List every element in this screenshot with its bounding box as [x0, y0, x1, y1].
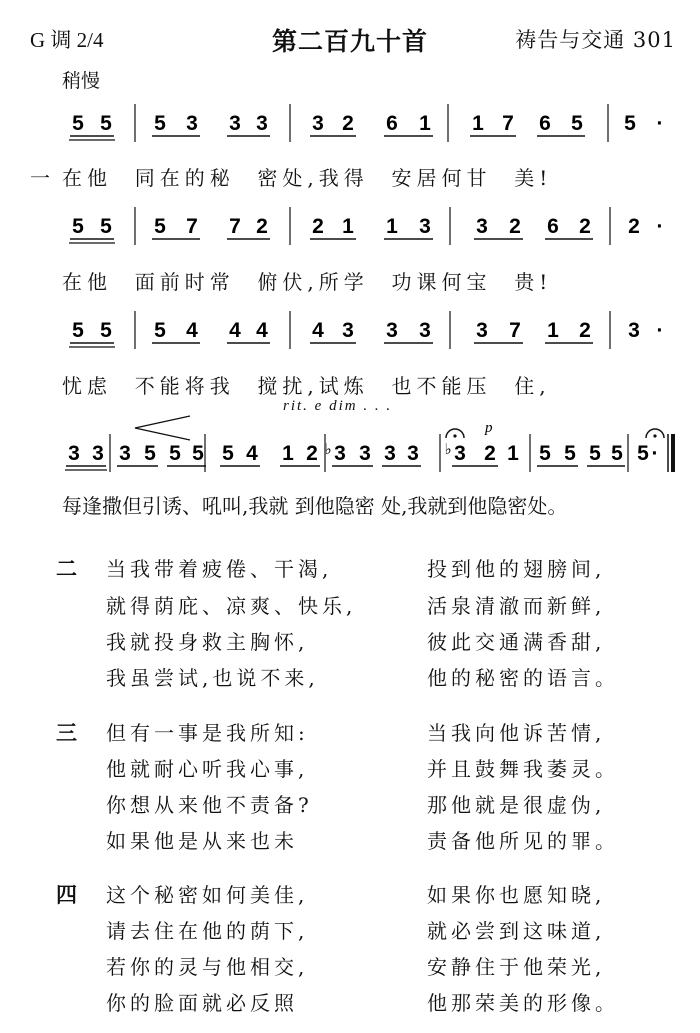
verse-3-line-3-right: 那他就是很虚伪, — [427, 793, 606, 817]
note-3-3-4: 3 — [419, 319, 431, 342]
note-1-3-3: 6 — [386, 112, 398, 135]
verse-3-line-4-right: 责备他所见的罪。 — [427, 829, 619, 853]
note-2-1-2: 5 — [100, 215, 112, 238]
verse-3-line-4-left: 如果他是从来也未 — [106, 829, 298, 853]
note-3-3-3: 3 — [386, 319, 398, 342]
verse-3-line-2-left: 他就耐心听我心事, — [106, 757, 309, 781]
note-4-7-2: · — [651, 442, 659, 465]
note-4-6-4: 5 — [611, 442, 623, 465]
note-1-4-2: 7 — [502, 112, 514, 135]
verse-2-line-2-right: 活泉清澈而新鲜, — [427, 594, 606, 618]
note-1-3-2: 2 — [342, 112, 354, 135]
verse-2-line-1-right: 投到他的翅膀间, — [427, 557, 606, 581]
note-3-1-1: 5 — [72, 319, 84, 342]
expression-marking: rit. e dim . . . — [283, 398, 393, 414]
note-1-2-4: 3 — [256, 112, 268, 135]
crescendo-hairpin — [135, 416, 190, 440]
note-4-5-2: 2 — [484, 442, 496, 465]
verse-2-line-1-left: 当我带着疲倦、干渴, — [106, 557, 333, 581]
note-3-2-2: 4 — [186, 319, 198, 342]
note-1-3-4: 1 — [419, 112, 431, 135]
tempo-marking: 稍慢 — [62, 70, 101, 92]
lyric-line-1: 在他 同在的秘 密处,我得 安居何甘 美! — [62, 166, 553, 190]
verse-2-line-3-left: 我就投身救主胸怀, — [106, 630, 309, 654]
note-2-2-4: 2 — [256, 215, 268, 238]
note-4-7-1: 5 — [637, 442, 649, 465]
note-3-5-2: · — [656, 319, 664, 342]
note-3-4-1: 3 — [476, 319, 488, 342]
note-4-3-3: 1 — [282, 442, 294, 465]
note-2-1-1: 5 — [72, 215, 84, 238]
note-2-4-4: 2 — [579, 215, 591, 238]
note-3-4-2: 7 — [509, 319, 521, 342]
verse-4-line-4-right: 他那荣美的形像。 — [427, 991, 619, 1015]
note-1-5-2: · — [656, 112, 664, 135]
note-4-6-2: 5 — [564, 442, 576, 465]
flat-sign: ♭ — [444, 440, 452, 458]
note-2-5-2: · — [656, 215, 664, 238]
verse-2-line-3-right: 彼此交通满香甜, — [427, 630, 606, 654]
note-3-3-1: 4 — [312, 319, 324, 342]
note-4-4-1: 3 — [334, 442, 346, 465]
note-2-3-1: 2 — [312, 215, 324, 238]
note-4-4-3: 3 — [384, 442, 396, 465]
note-4-6-3: 5 — [589, 442, 601, 465]
note-3-3-2: 3 — [342, 319, 354, 342]
verse-4-line-2-right: 就必尝到这味道, — [427, 919, 606, 943]
lyric-line-4: 每逢撒但引诱、吼叫,我就 到他隐密 处,我就到他隐密处。 — [62, 494, 568, 518]
verse-2-line-4-left: 我虽尝试,也说不来, — [106, 666, 319, 690]
note-4-3-4: 2 — [306, 442, 318, 465]
note-2-4-2: 2 — [509, 215, 521, 238]
note-2-2-3: 7 — [229, 215, 241, 238]
hymn-category: 祷告与交通 301 — [515, 28, 676, 52]
note-2-3-4: 3 — [419, 215, 431, 238]
note-1-2-3: 3 — [229, 112, 241, 135]
note-3-2-4: 4 — [256, 319, 268, 342]
note-4-2-3: 5 — [169, 442, 181, 465]
note-1-4-1: 1 — [472, 112, 484, 135]
verse-3-line-2-right: 并且鼓舞我萎灵。 — [427, 757, 619, 781]
verse-4-line-3-left: 若你的灵与他相交, — [106, 955, 309, 979]
note-2-3-2: 1 — [342, 215, 354, 238]
note-4-1-1: 3 — [68, 442, 80, 465]
verse-4-line-2-left: 请去住在他的荫下, — [106, 919, 309, 943]
verse-4-line-1-left: 这个秘密如何美佳, — [106, 883, 309, 907]
note-1-1-1: 5 — [72, 112, 84, 135]
note-4-3-2: 4 — [246, 442, 258, 465]
note-3-4-3: 1 — [547, 319, 559, 342]
note-3-5-1: 3 — [628, 319, 640, 342]
note-1-4-3: 6 — [539, 112, 551, 135]
note-4-4-4: 3 — [407, 442, 419, 465]
note-1-2-2: 3 — [186, 112, 198, 135]
verse-2-line-4-right: 他的秘密的语言。 — [427, 666, 619, 690]
note-3-2-1: 5 — [154, 319, 166, 342]
lyric-line-2: 在他 面前时常 俯伏,所学 功课何宝 贵! — [62, 270, 553, 294]
dynamic-marking: p — [485, 420, 493, 436]
note-4-5-1: 3 — [454, 442, 466, 465]
note-2-3-3: 1 — [386, 215, 398, 238]
note-2-2-2: 7 — [186, 215, 198, 238]
note-1-3-1: 3 — [312, 112, 324, 135]
note-1-2-1: 5 — [154, 112, 166, 135]
lyric-line-1-prefix: 一 — [30, 166, 50, 190]
verse-number-4: 四 — [56, 882, 77, 907]
note-4-2-4: 5 — [192, 442, 204, 465]
verse-3-line-1-left: 但有一事是我所知: — [106, 721, 309, 745]
note-2-2-1: 5 — [154, 215, 166, 238]
note-4-1-2: 3 — [92, 442, 104, 465]
verse-4-line-1-right: 如果你也愿知晓, — [427, 883, 606, 907]
note-3-1-2: 5 — [100, 319, 112, 342]
note-4-2-1: 3 — [119, 442, 131, 465]
verse-number-3: 三 — [56, 720, 77, 745]
note-1-5-1: 5 — [624, 112, 636, 135]
note-4-6-1: 5 — [539, 442, 551, 465]
note-1-4-4: 5 — [571, 112, 583, 135]
page-title: 第二百九十首 — [271, 27, 428, 56]
note-3-2-3: 4 — [229, 319, 241, 342]
note-2-4-1: 3 — [476, 215, 488, 238]
verse-4-line-3-right: 安静住于他荣光, — [427, 955, 606, 979]
verse-3-line-3-left: 你想从来他不责备? — [106, 793, 313, 817]
note-1-1-2: 5 — [100, 112, 112, 135]
note-4-3-1: 5 — [222, 442, 234, 465]
fermata-dot — [653, 434, 656, 437]
key-signature: G 调 2/4 — [30, 28, 104, 52]
verse-3-line-1-right: 当我向他诉苦情, — [427, 721, 606, 745]
lyric-line-3: 忧虑 不能将我 搅扰,试炼 也不能压 住, — [62, 374, 551, 398]
note-2-5-1: 2 — [628, 215, 640, 238]
note-2-4-3: 6 — [547, 215, 559, 238]
fermata-dot — [453, 434, 456, 437]
verse-4-line-4-left: 你的脸面就必反照 — [106, 991, 298, 1015]
note-3-4-4: 2 — [579, 319, 591, 342]
note-4-2-2: 5 — [144, 442, 156, 465]
note-4-4-2: 3 — [359, 442, 371, 465]
verse-2-line-2-left: 就得荫庇、凉爽、快乐, — [106, 594, 357, 618]
note-4-5-3: 1 — [507, 442, 519, 465]
flat-sign: ♭ — [324, 440, 332, 458]
verse-number-2: 二 — [56, 556, 77, 581]
